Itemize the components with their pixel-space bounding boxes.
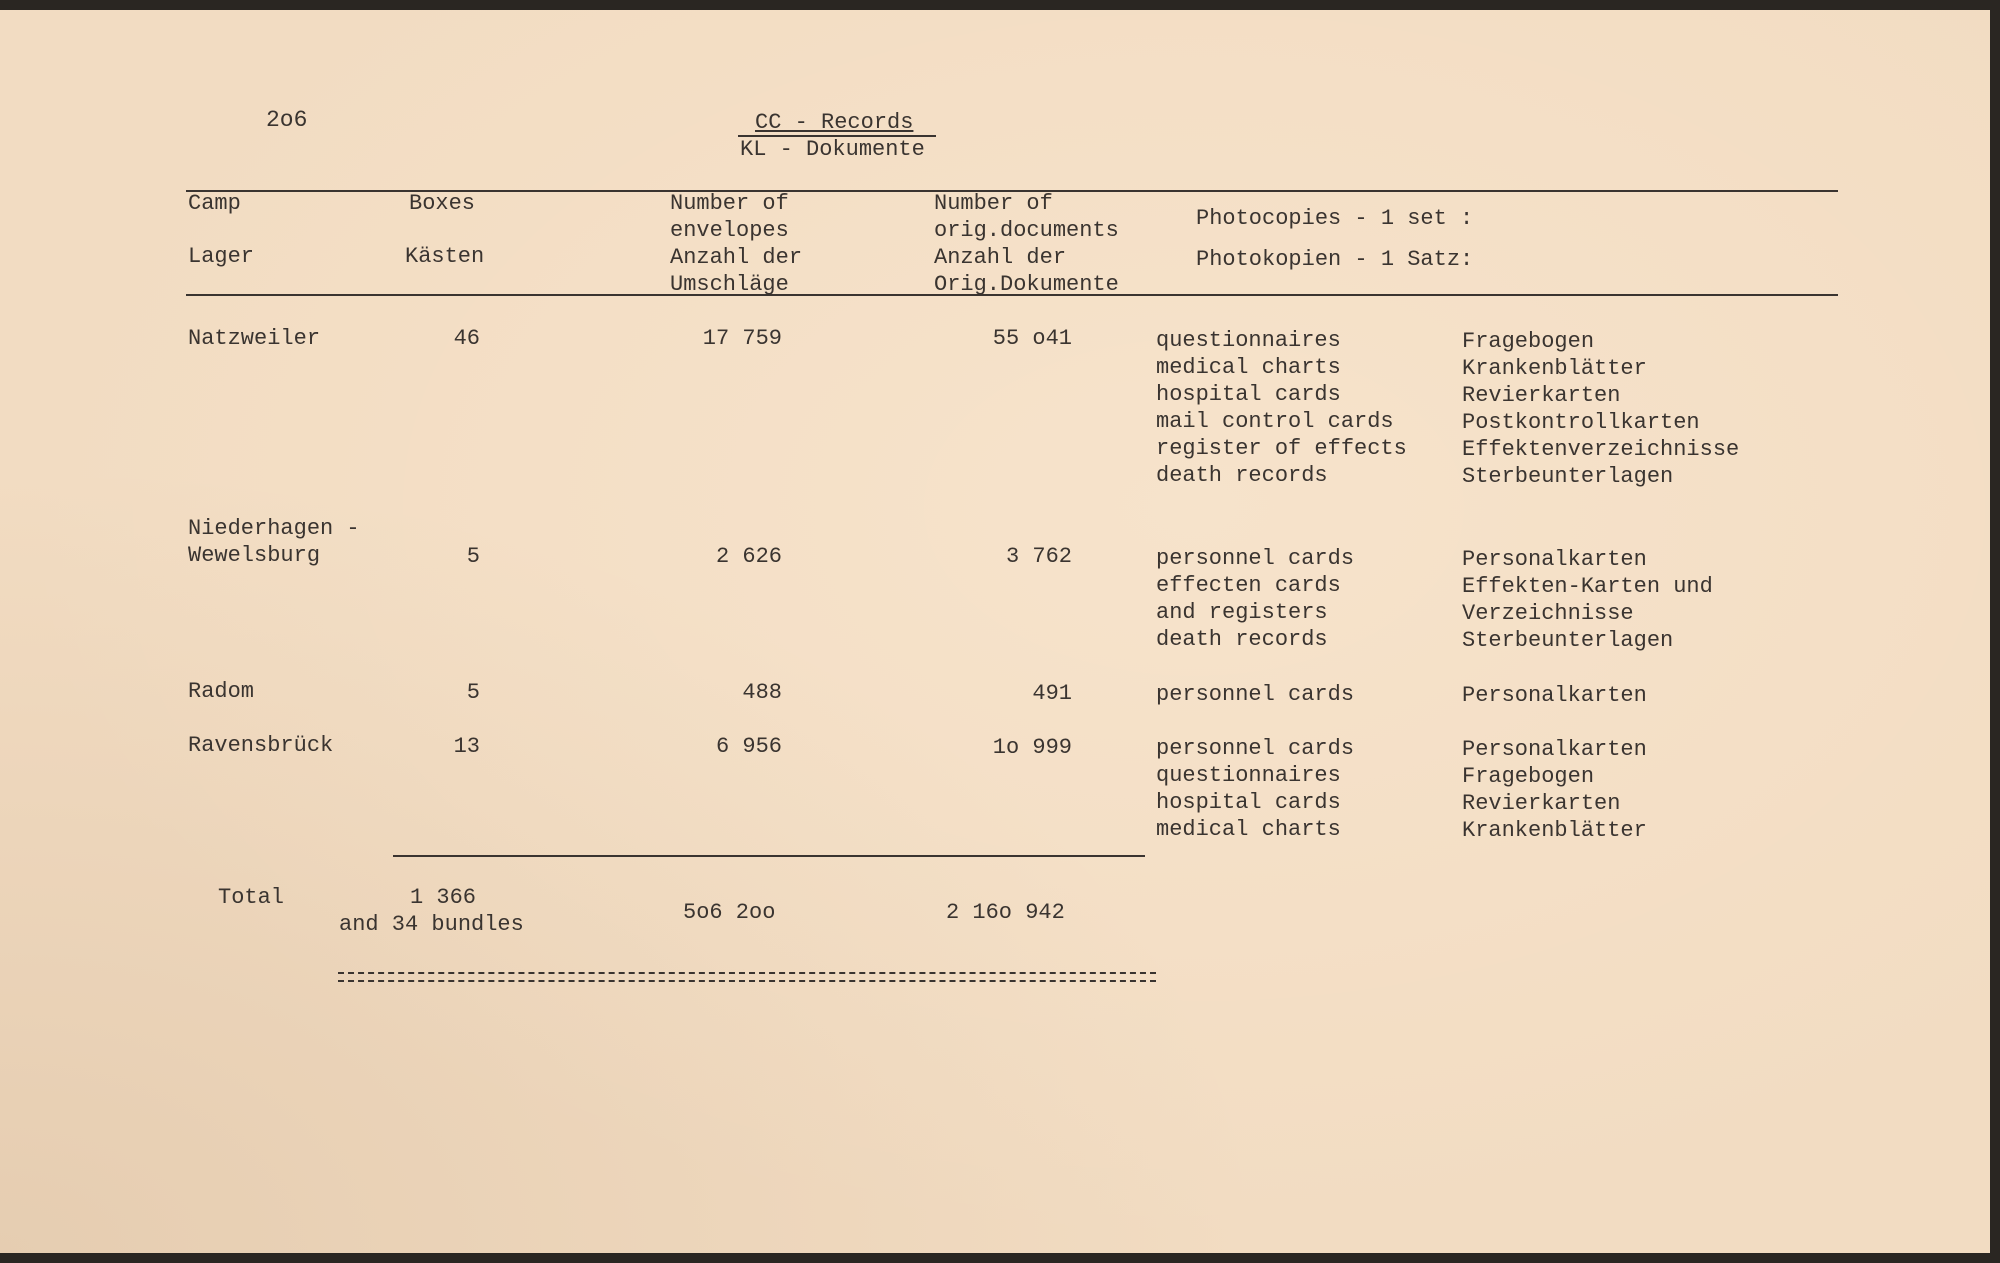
- camp-name: Niederhagen -: [188, 516, 360, 541]
- boxes-value: 5: [466, 680, 480, 705]
- header-lager: Lager: [188, 244, 255, 269]
- page-number: 2o6: [266, 107, 308, 133]
- item-de: Personalkarten: [1462, 683, 1647, 708]
- header-camp: Camp: [188, 191, 241, 216]
- item-de: Effekten-Karten und: [1462, 574, 1713, 599]
- item-de: Effektenverzeichnisse: [1462, 437, 1740, 462]
- total-bundles: and 34 bundles: [339, 912, 524, 937]
- header-documents-4: Orig.Dokumente: [934, 272, 1119, 297]
- envelopes-value: 17 759: [702, 326, 782, 351]
- item-de: Revierkarten: [1462, 383, 1621, 408]
- item-de: Personalkarten: [1462, 547, 1647, 572]
- item-de: Krankenblätter: [1462, 818, 1647, 843]
- item-de: Personalkarten: [1462, 737, 1647, 762]
- camp-name-cont: Wewelsburg: [188, 543, 321, 568]
- double-rule: [338, 972, 1156, 982]
- item-en: and registers: [1156, 600, 1328, 625]
- envelopes-value: 2 626: [715, 544, 782, 569]
- camp-name: Natzweiler: [188, 326, 321, 351]
- boxes-value: 46: [453, 326, 480, 351]
- camp-name: Radom: [188, 679, 255, 704]
- header-photokopien: Photokopien - 1 Satz:: [1196, 247, 1474, 272]
- documents-value: 491: [1032, 681, 1072, 706]
- item-en: register of effects: [1156, 436, 1407, 461]
- envelopes-value: 488: [742, 680, 782, 705]
- item-en: personnel cards: [1156, 546, 1355, 571]
- title-english: CC - Records: [755, 110, 914, 135]
- documents-value: 3 762: [1005, 544, 1072, 569]
- item-en: mail control cards: [1156, 409, 1394, 434]
- total-documents: 2 16o 942: [946, 900, 1065, 925]
- item-en: effecten cards: [1156, 573, 1341, 598]
- item-de: Fragebogen: [1462, 329, 1595, 354]
- camp-name: Ravensbrück: [188, 733, 334, 758]
- item-de: Krankenblätter: [1462, 356, 1647, 381]
- item-en: hospital cards: [1156, 382, 1341, 407]
- boxes-value: 5: [466, 544, 480, 569]
- header-envelopes-2: envelopes: [670, 218, 789, 243]
- header-bottom-rule: [186, 294, 1838, 296]
- header-photocopies: Photocopies - 1 set :: [1196, 206, 1474, 231]
- header-documents-2: orig.documents: [934, 218, 1119, 243]
- item-de: Revierkarten: [1462, 791, 1621, 816]
- header-documents-3: Anzahl der: [934, 245, 1067, 270]
- document-page: [0, 10, 1990, 1253]
- total-rule: [393, 855, 1145, 857]
- item-de: Postkontrollkarten: [1462, 410, 1700, 435]
- item-en: hospital cards: [1156, 790, 1341, 815]
- item-en: questionnaires: [1156, 763, 1341, 788]
- header-envelopes-3: Anzahl der: [670, 245, 803, 270]
- item-en: medical charts: [1156, 817, 1341, 842]
- documents-value: 1o 999: [992, 735, 1072, 760]
- item-en: death records: [1156, 627, 1328, 652]
- envelopes-value: 6 956: [715, 734, 782, 759]
- item-en: personnel cards: [1156, 682, 1355, 707]
- header-envelopes-1: Number of: [670, 191, 789, 216]
- total-boxes: 1 366: [410, 885, 477, 910]
- item-de: Verzeichnisse: [1462, 601, 1634, 626]
- header-envelopes-4: Umschläge: [670, 272, 789, 297]
- boxes-value: 13: [453, 734, 480, 759]
- item-de: Sterbeunterlagen: [1462, 628, 1674, 653]
- item-de: Sterbeunterlagen: [1462, 464, 1674, 489]
- header-boxes: Boxes: [409, 191, 476, 216]
- documents-value: 55 o41: [992, 326, 1072, 351]
- header-kaesten: Kästen: [405, 244, 485, 269]
- title-german: KL - Dokumente: [740, 137, 925, 162]
- header-documents-1: Number of: [934, 191, 1053, 216]
- total-envelopes: 5o6 2oo: [683, 900, 776, 925]
- item-en: questionnaires: [1156, 328, 1341, 353]
- item-en: death records: [1156, 463, 1328, 488]
- item-de: Fragebogen: [1462, 764, 1595, 789]
- item-en: medical charts: [1156, 355, 1341, 380]
- item-en: personnel cards: [1156, 736, 1355, 761]
- total-label: Total: [218, 885, 285, 910]
